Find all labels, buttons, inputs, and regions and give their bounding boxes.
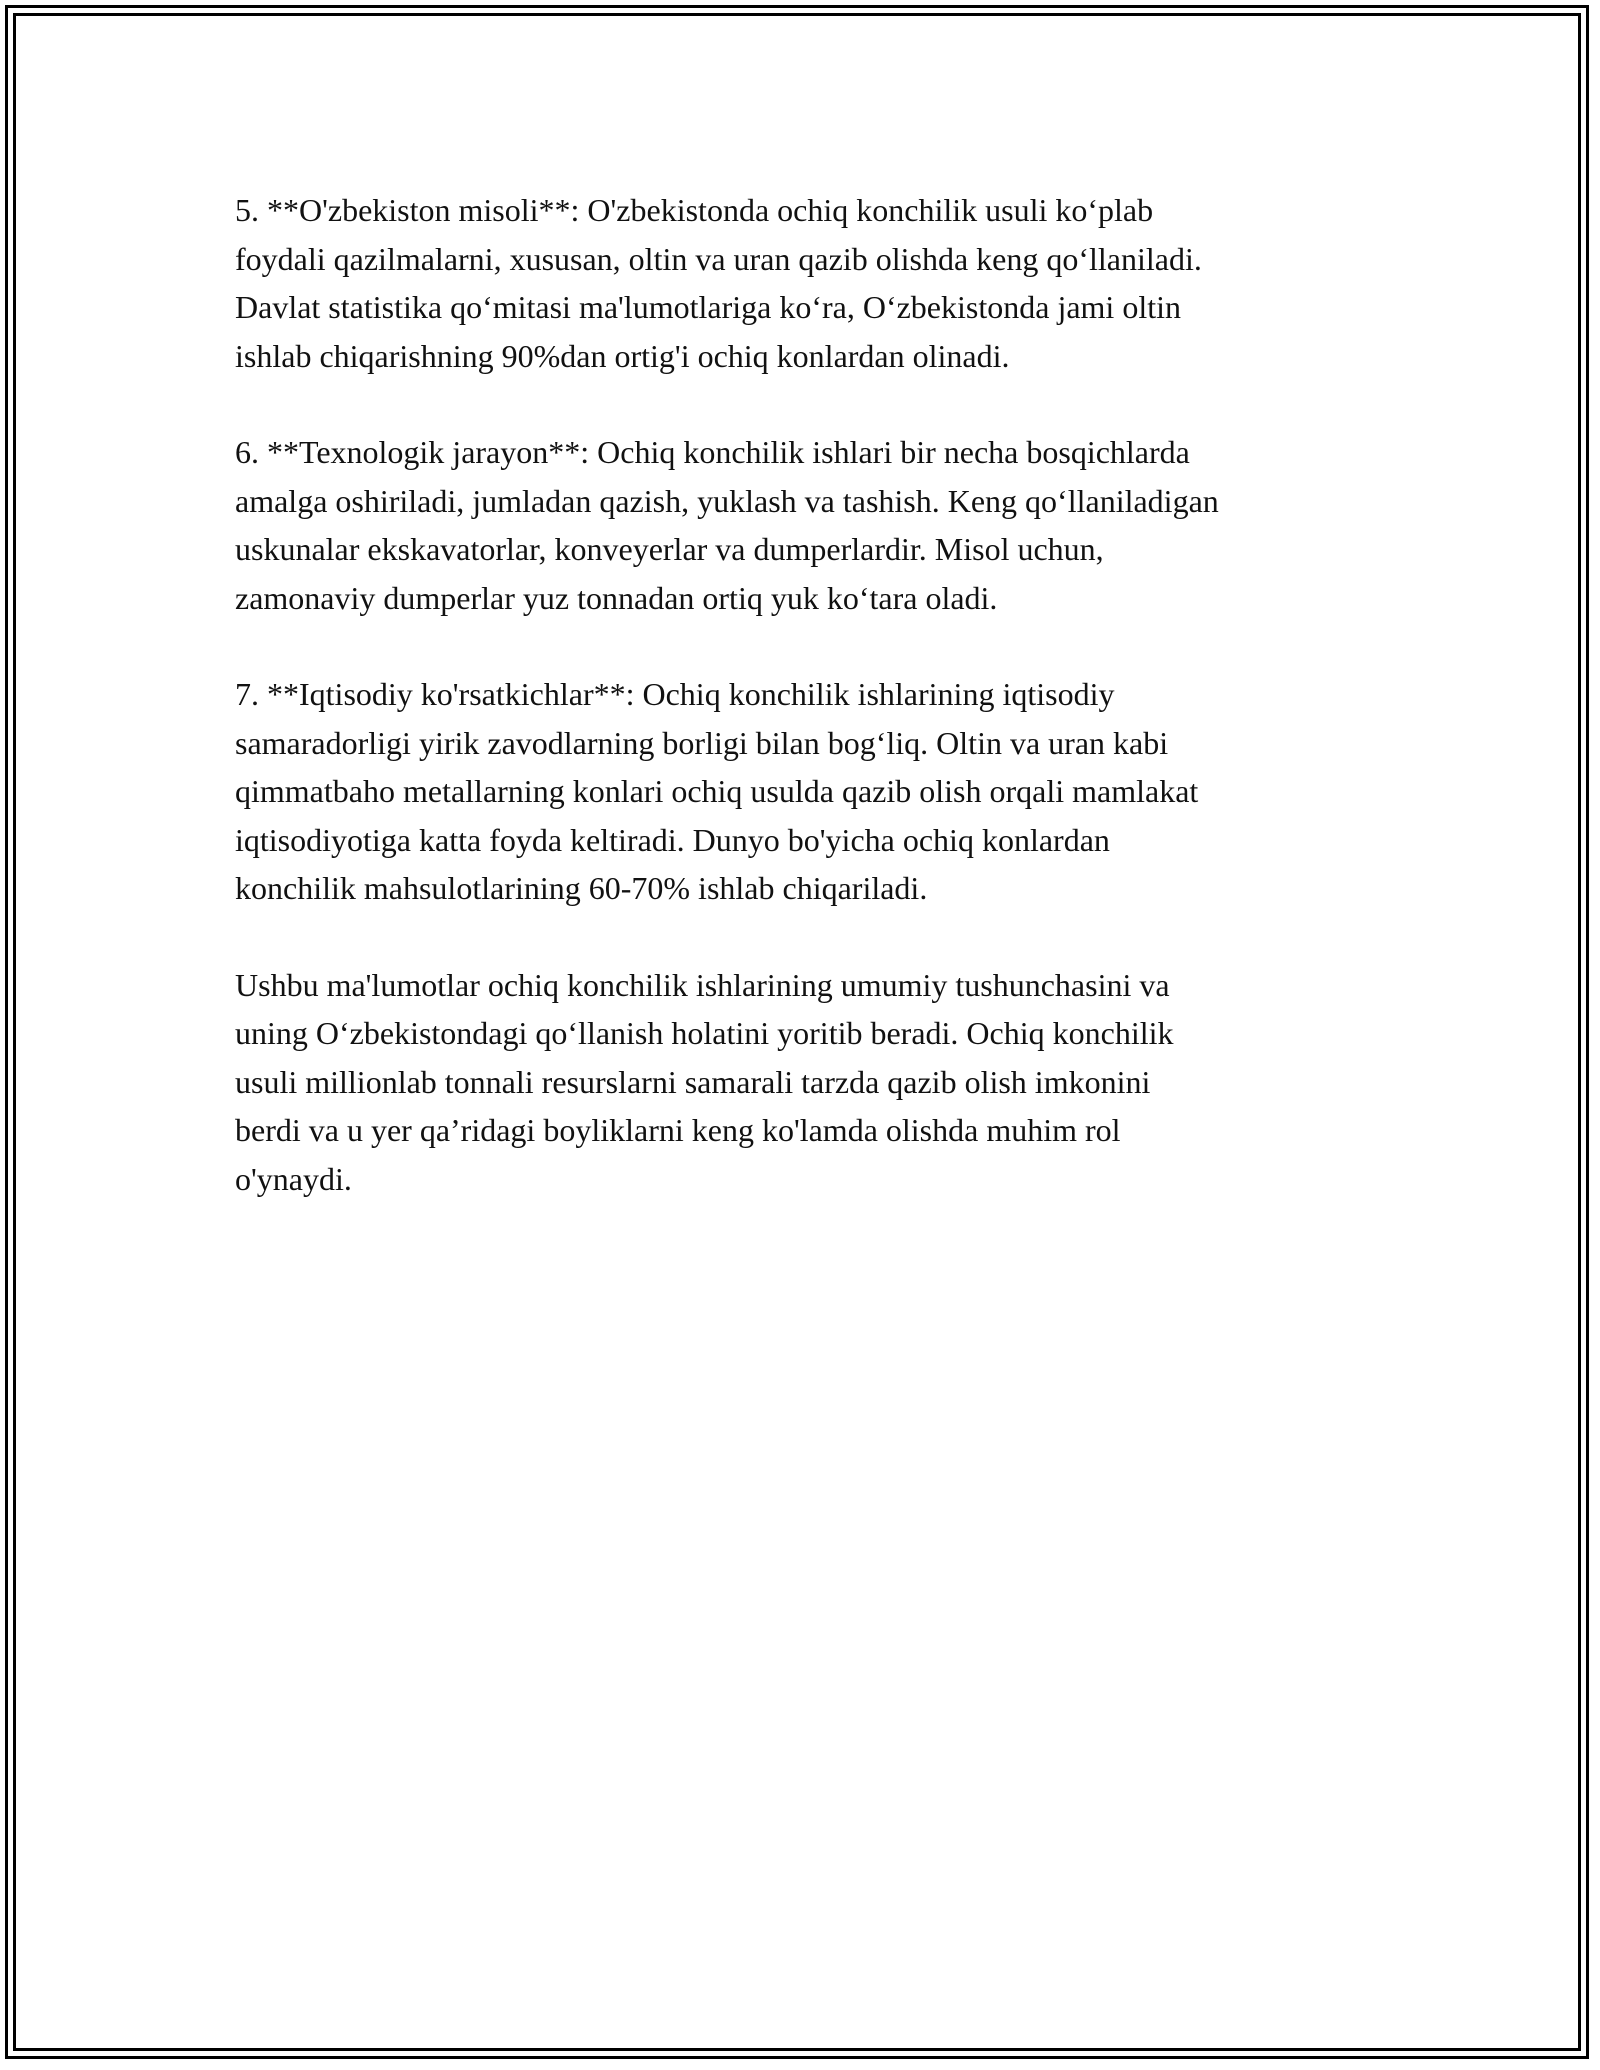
paragraph-conclusion: Ushbu ma'lumotlar ochiq konchilik ishlarining umumiy tushunchasini va uning O‘zbekistondagi qo‘llanish holatini yoritib beradi. Ochiq konchilik usuli millionlab tonnali resurslarni samarali tarzda qazib olish imkonini berdi va u yer qa’ridagi boyliklarni keng ko'lamda olishda muhim rol o'ynaydi. [235,966,1174,1197]
paragraph-technological-process: 6. **Texnologik jarayon**: Ochiq konchilik ishlari bir necha bosqichlarda amalga oshiriladi, jumladan qazish, yuklash va tashish. Keng qo‘llaniladigan uskunalar ekskavatorlar, konveyerlar va dumperlardir. Misol uchun, zamonaviy dumperlar yuz tonnadan ortiq yuk ko‘tara oladi. [235,434,1219,616]
paragraph-uzbekistan-example: 5. **O'zbekiston misoli**: O'zbekistonda ochiq konchilik usuli ko‘plab foydali qazilmalarni, xususan, oltin va uran qazib olishda keng qo‘llaniladi. Davlat statistika qo‘mitasi ma'lumotlariga ko‘ra, O‘zbekistonda jami oltin ishlab chiqarishning 90%dan ortig'i ochiq konlardan olinadi. [235,192,1202,374]
document-body [235,186,1380,1251]
paragraph-economic-indicators: 7. **Iqtisodiy ko'rsatkichlar**: Ochiq konchilik ishlarining iqtisodiy samaradorligi yirik zavodlarning borligi bilan bog‘liq. Oltin va uran kabi qimmatbaho metallarning konlari ochiq usulda qazib olish orqali mamlakat iqtisodiyotiga katta foyda keltiradi. Dunyo bo'yicha ochiq konlardan konchilik mahsulotlarining 60-70% ishlab chiqariladi. [235,676,1199,906]
